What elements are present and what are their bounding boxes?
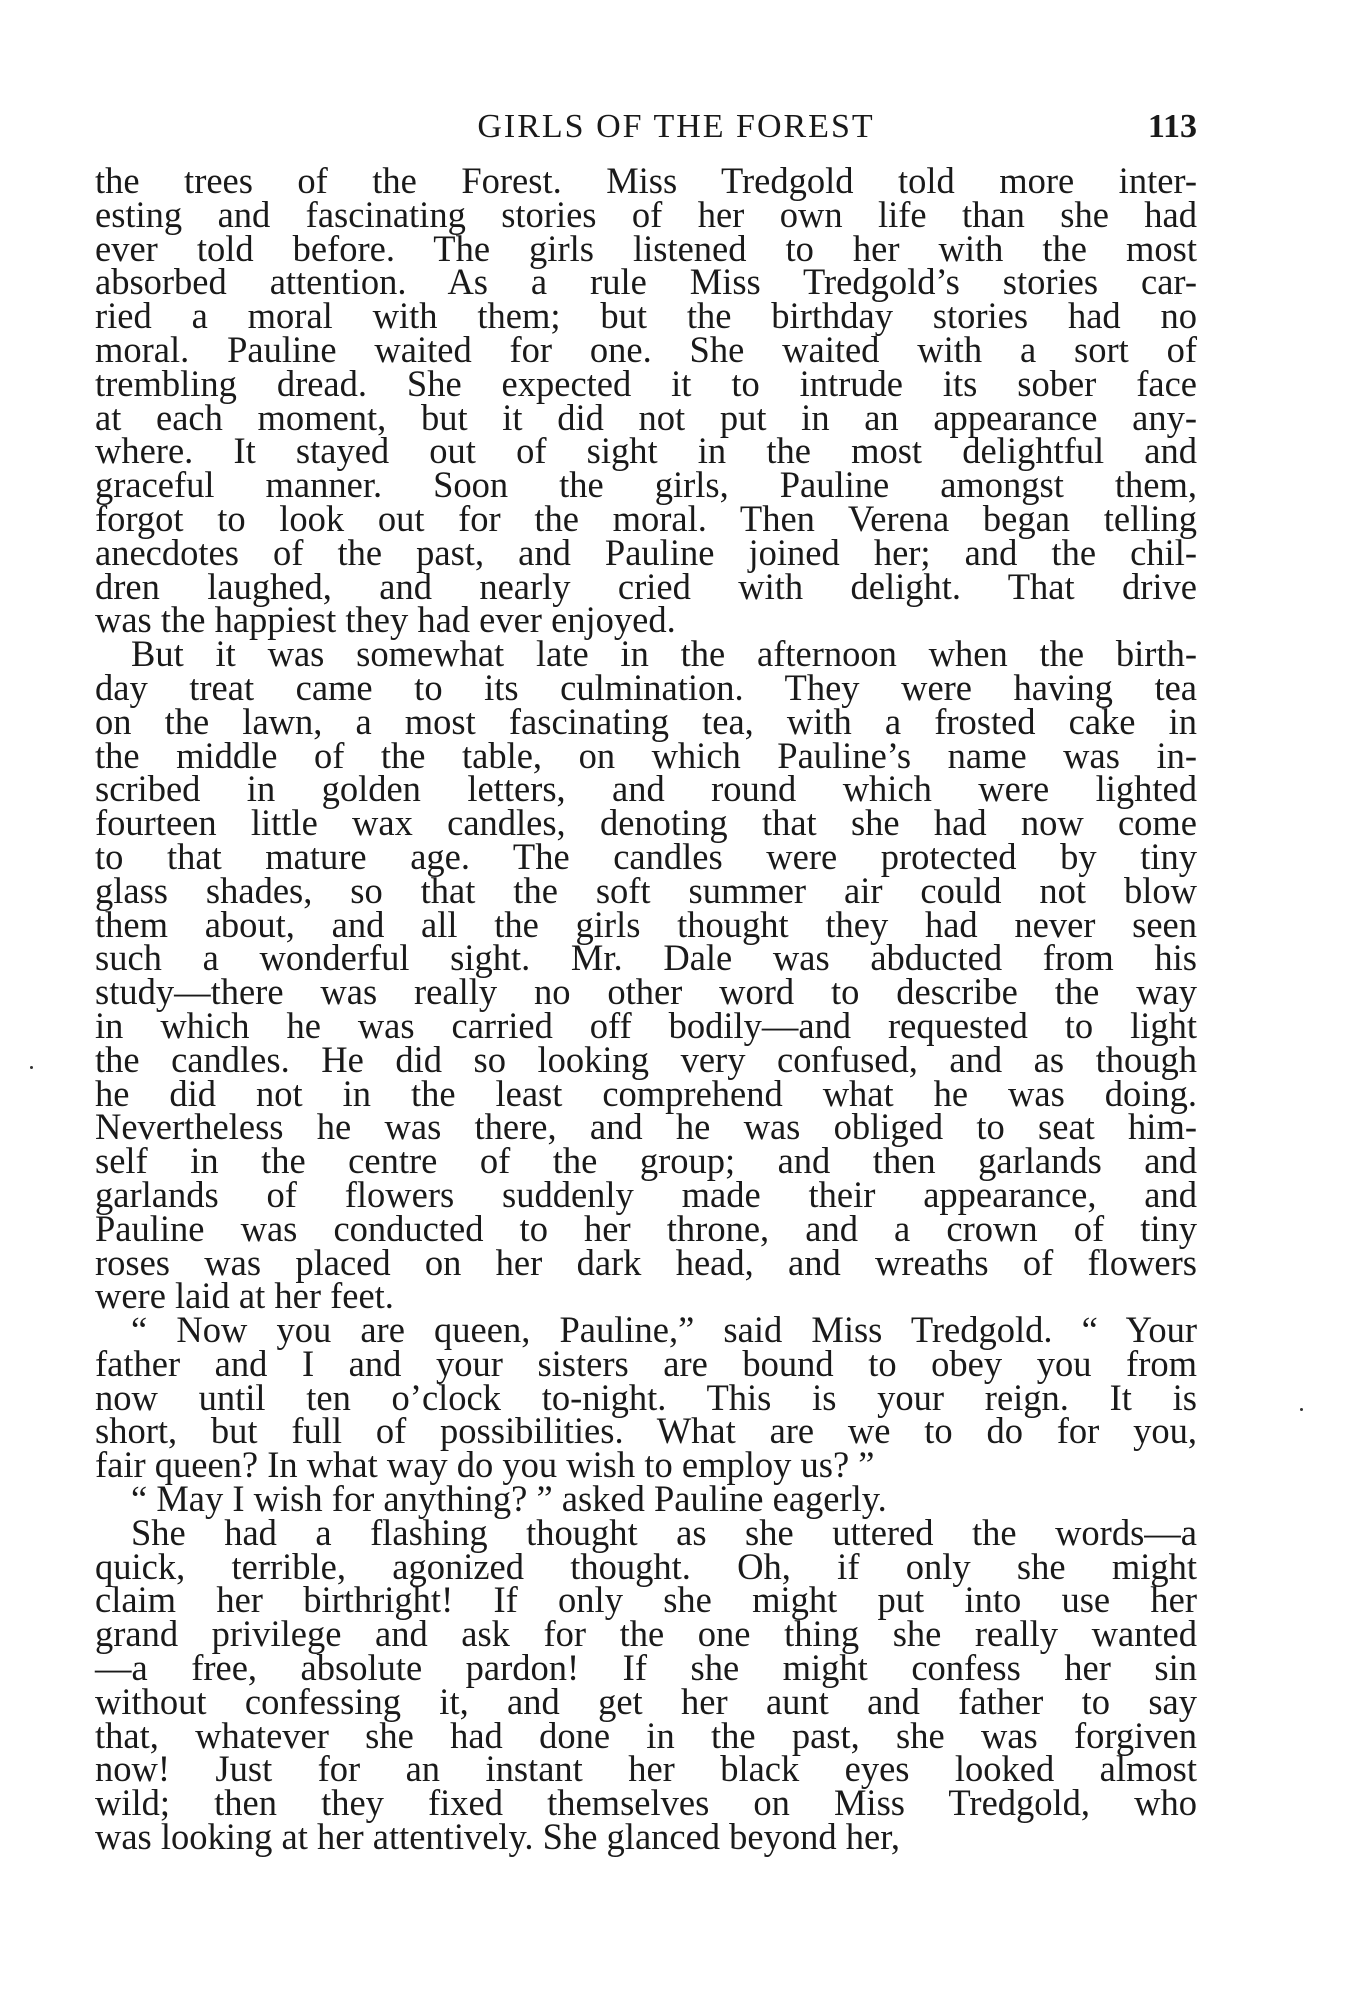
running-title: GIRLS OF THE FOREST bbox=[477, 108, 875, 145]
text-line: Nevertheless he was there, and he was obliged to seat him- bbox=[95, 1106, 1197, 1148]
book-page bbox=[95, 98, 1197, 1858]
body-text bbox=[95, 160, 1197, 1858]
text-line: study—there was really no other word to describe the way bbox=[95, 971, 1197, 1013]
paragraph bbox=[95, 1309, 1197, 1486]
text-line: without confessing it, and get her aunt and father to say bbox=[95, 1680, 1197, 1722]
text-line: esting and fascinating stories of her own life than she had bbox=[95, 193, 1197, 235]
text-line: scribed in golden letters, and round which were lighted bbox=[95, 768, 1197, 810]
text-line: in which he was carried off bodily—and requested to light bbox=[95, 1004, 1197, 1046]
text-line: was the happiest they had ever enjoyed. bbox=[95, 599, 676, 641]
text-line: the middle of the table, on which Pauline’s name was in- bbox=[95, 734, 1197, 776]
text-line: garlands of flowers suddenly made their appearance, and bbox=[95, 1173, 1197, 1215]
text-line: “ May I wish for anything? ” asked Pauline eagerly. bbox=[131, 1478, 887, 1520]
text-line: them about, and all the girls thought they had never seen bbox=[95, 903, 1197, 945]
text-line: Pauline was conducted to her throne, and a crown of tiny bbox=[95, 1207, 1197, 1249]
page-speck bbox=[1300, 1408, 1303, 1411]
text-line: ever told before. The girls listened to her with the most bbox=[95, 227, 1197, 269]
text-line: “ Now you are queen, Pauline,” said Miss Tredgold. “ Your bbox=[131, 1309, 1197, 1351]
paragraph bbox=[95, 1478, 1197, 1520]
page-speck bbox=[30, 1066, 33, 1069]
text-line: where. It stayed out of sight in the most delightful and bbox=[95, 430, 1197, 472]
page-number: 113 bbox=[1147, 108, 1197, 145]
text-line: the trees of the Forest. Miss Tredgold told more inter- bbox=[95, 160, 1197, 201]
text-line: he did not in the least comprehend what he was doing. bbox=[95, 1072, 1197, 1114]
text-line: the candles. He did so looking very confused, and as though bbox=[95, 1038, 1197, 1080]
text-line: fourteen little wax candles, denoting that she had now come bbox=[95, 802, 1197, 844]
running-head bbox=[95, 98, 1197, 162]
paragraph bbox=[95, 160, 1197, 641]
text-line: ried a moral with them; but the birthday stories had no bbox=[95, 295, 1197, 337]
text-line: such a wonderful sight. Mr. Dale was abducted from his bbox=[95, 937, 1197, 979]
text-line: glass shades, so that the soft summer air could not blow bbox=[95, 869, 1197, 911]
text-line: forgot to look out for the moral. Then Verena began telling bbox=[95, 497, 1197, 539]
text-line: grand privilege and ask for the one thing she really wanted bbox=[95, 1613, 1197, 1655]
text-line: on the lawn, a most fascinating tea, with a frosted cake in bbox=[95, 700, 1197, 742]
text-line: But it was somewhat late in the afternoon when the birth- bbox=[131, 633, 1197, 675]
text-line: anecdotes of the past, and Pauline joined her; and the chil- bbox=[95, 531, 1197, 573]
text-line: to that mature age. The candles were protected by tiny bbox=[95, 835, 1197, 877]
text-line: day treat came to its culmination. They were having tea bbox=[95, 666, 1197, 708]
text-line: fair queen? In what way do you wish to employ us? ” bbox=[95, 1444, 875, 1486]
text-line: father and I and your sisters are bound to obey you from bbox=[95, 1342, 1197, 1384]
text-line: moral. Pauline waited for one. She waited with a sort of bbox=[95, 328, 1197, 370]
text-line: wild; then they fixed themselves on Miss Tredgold, who bbox=[95, 1782, 1197, 1824]
text-line: quick, terrible, agonized thought. Oh, if only she might bbox=[95, 1545, 1197, 1587]
text-line: roses was placed on her dark head, and wreaths of flowers bbox=[95, 1241, 1197, 1283]
text-line: now until ten o’clock to-night. This is your reign. It is bbox=[95, 1376, 1197, 1418]
text-line: were laid at her feet. bbox=[95, 1275, 394, 1317]
paragraph bbox=[95, 1511, 1197, 1858]
paragraph bbox=[95, 633, 1197, 1317]
text-line: trembling dread. She expected it to intrude its sober face bbox=[95, 362, 1197, 404]
text-line: claim her birthright! If only she might put into use her bbox=[95, 1579, 1197, 1621]
text-line: self in the centre of the group; and then garlands and bbox=[95, 1140, 1197, 1182]
text-line: at each moment, but it did not put in an appearance any- bbox=[95, 396, 1197, 438]
text-line: absorbed attention. As a rule Miss Tredgold’s stories car- bbox=[95, 261, 1197, 303]
text-line: that, whatever she had done in the past, she was forgiven bbox=[95, 1714, 1197, 1756]
text-line: —a free, absolute pardon! If she might confess her sin bbox=[95, 1647, 1197, 1689]
text-line: short, but full of possibilities. What are we to do for you, bbox=[95, 1410, 1197, 1452]
text-line: was looking at her attentively. She glanced beyond her, bbox=[95, 1816, 901, 1858]
text-line: dren laughed, and nearly cried with delight. That drive bbox=[95, 565, 1197, 607]
text-line: graceful manner. Soon the girls, Pauline amongst them, bbox=[95, 464, 1197, 506]
text-line: now! Just for an instant her black eyes looked almost bbox=[95, 1748, 1197, 1790]
text-line: She had a flashing thought as she uttered the words—a bbox=[131, 1511, 1197, 1553]
